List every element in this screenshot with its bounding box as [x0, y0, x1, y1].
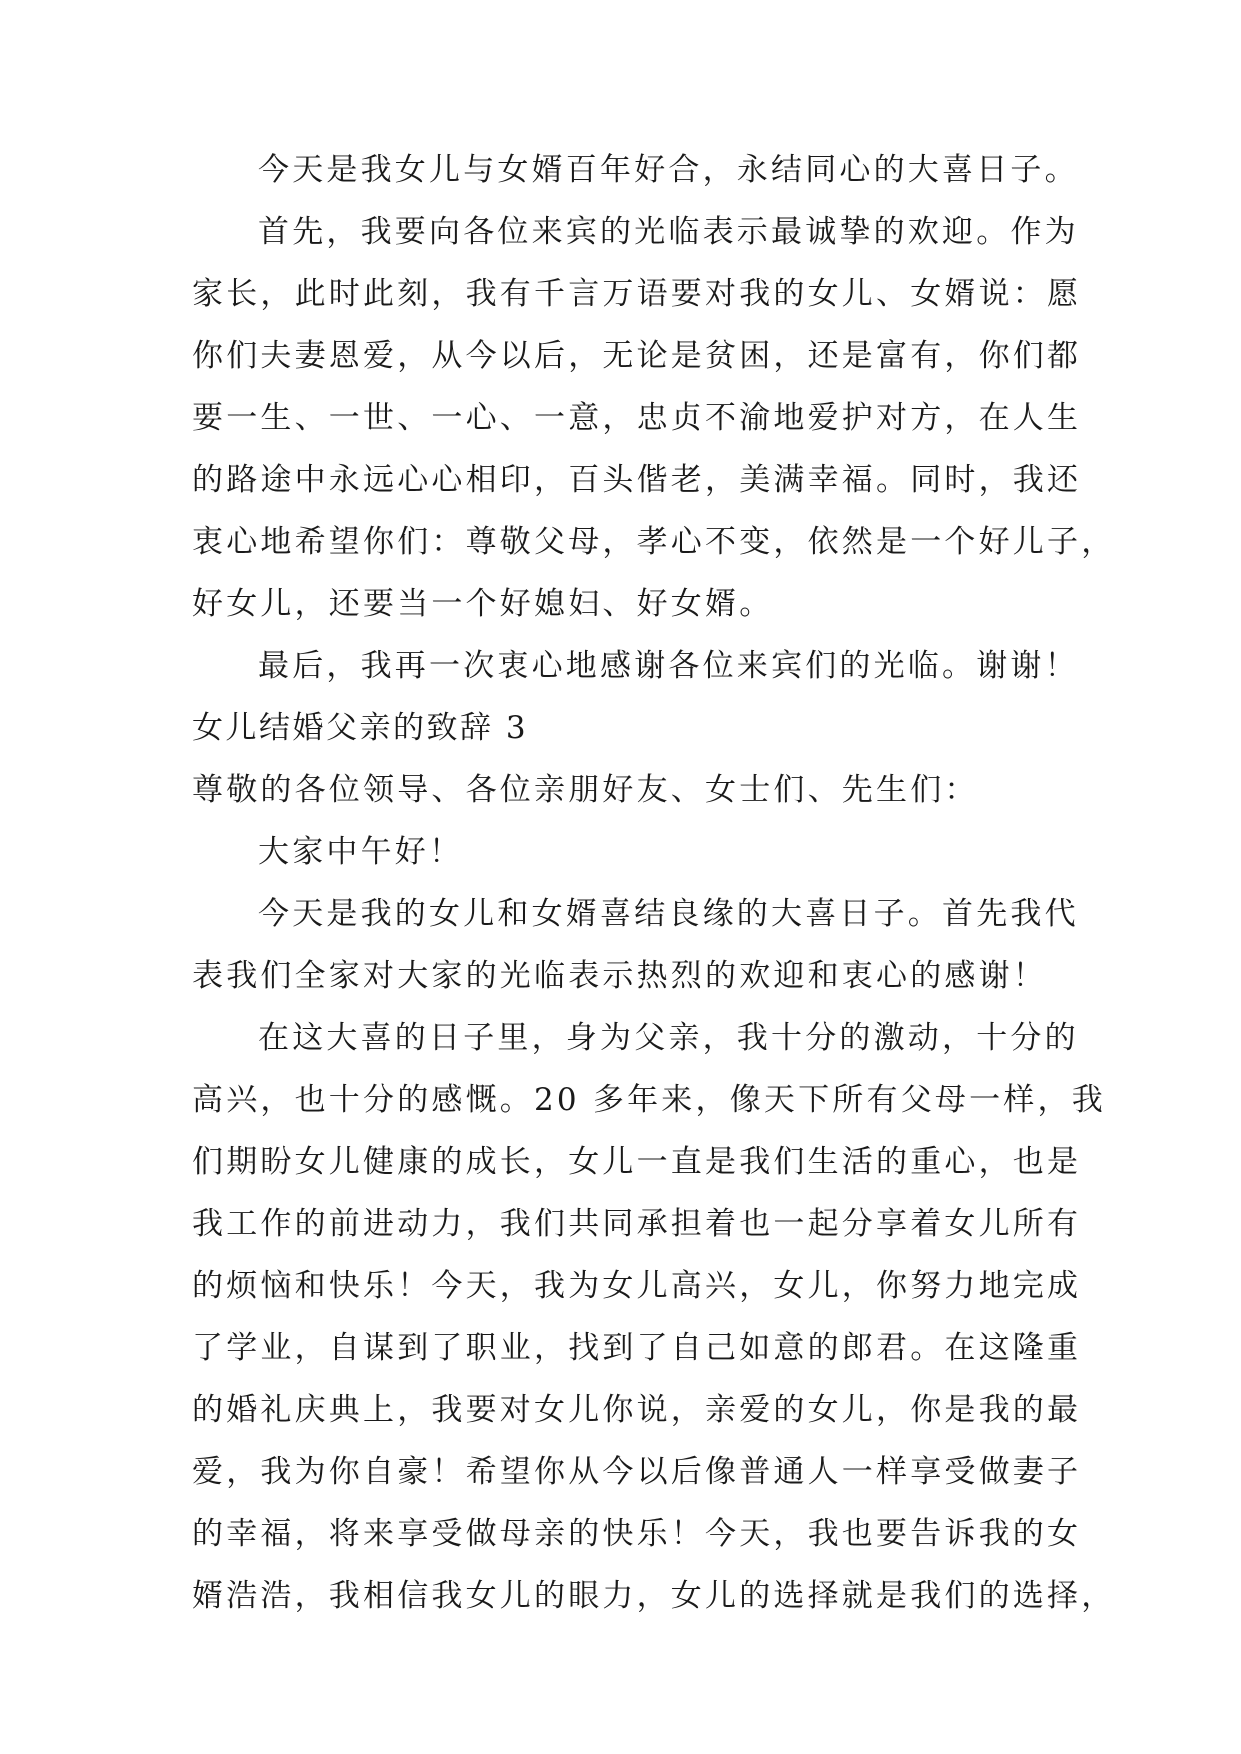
text-line: 爱，我为你自豪！希望你从今以后像普通人一样享受做妻子 [192, 1454, 1082, 1490]
text-line: 婿浩浩，我相信我女儿的眼力，女儿的选择就是我们的选择， [192, 1578, 1116, 1614]
text-line: 你们夫妻恩爱，从今以后，无论是贫困，还是富有，你们都 [192, 338, 1082, 374]
salutation: 尊敬的各位领导、各位亲朋好友、女士们、先生们： [192, 772, 979, 808]
text-line: 了学业，自谋到了职业，找到了自己如意的郎君。在这隆重 [192, 1330, 1082, 1366]
text-line: 的烦恼和快乐！今天，我为女儿高兴，女儿，你努力地完成 [192, 1268, 1082, 1304]
text-line: 首先，我要向各位来宾的光临表示最诚挚的欢迎。作为 [258, 214, 1079, 250]
text-line: 表我们全家对大家的光临表示热烈的欢迎和衷心的感谢！ [192, 958, 1047, 994]
text-line: 的路途中永远心心相印，百头偕老，美满幸福。同时，我还 [192, 462, 1082, 498]
text-line: 今天是我女儿与女婿百年好合，永结同心的大喜日子。 [258, 152, 1079, 188]
text-line: 们期盼女儿健康的成长，女儿一直是我们生活的重心，也是 [192, 1144, 1082, 1180]
text-line: 好女儿，还要当一个好媳妇、好女婿。 [192, 586, 774, 622]
text-line: 衷心地希望你们：尊敬父母，孝心不变，依然是一个好儿子， [192, 524, 1116, 560]
text-line: 我工作的前进动力，我们共同承担着也一起分享着女儿所有 [192, 1206, 1082, 1242]
text-line: 在这大喜的日子里，身为父亲，我十分的激动，十分的 [258, 1020, 1079, 1056]
text-line: 的幸福，将来享受做母亲的快乐！今天，我也要告诉我的女 [192, 1516, 1082, 1552]
text-line: 今天是我的女儿和女婿喜结良缘的大喜日子。首先我代 [258, 896, 1079, 932]
text-line: 要一生、一世、一心、一意，忠贞不渝地爱护对方，在人生 [192, 400, 1082, 436]
text-line: 高兴，也十分的感慨。20 多年来，像天下所有父母一样，我 [192, 1082, 1106, 1118]
section-heading: 女儿结婚父亲的致辞 3 [192, 710, 529, 746]
text-line: 家长，此时此刻，我有千言万语要对我的女儿、女婿说：愿 [192, 276, 1082, 312]
text-line: 的婚礼庆典上，我要对女儿你说，亲爱的女儿，你是我的最 [192, 1392, 1082, 1428]
greeting: 大家中午好！ [258, 834, 464, 870]
text-line: 最后，我再一次衷心地感谢各位来宾们的光临。谢谢！ [258, 648, 1079, 684]
